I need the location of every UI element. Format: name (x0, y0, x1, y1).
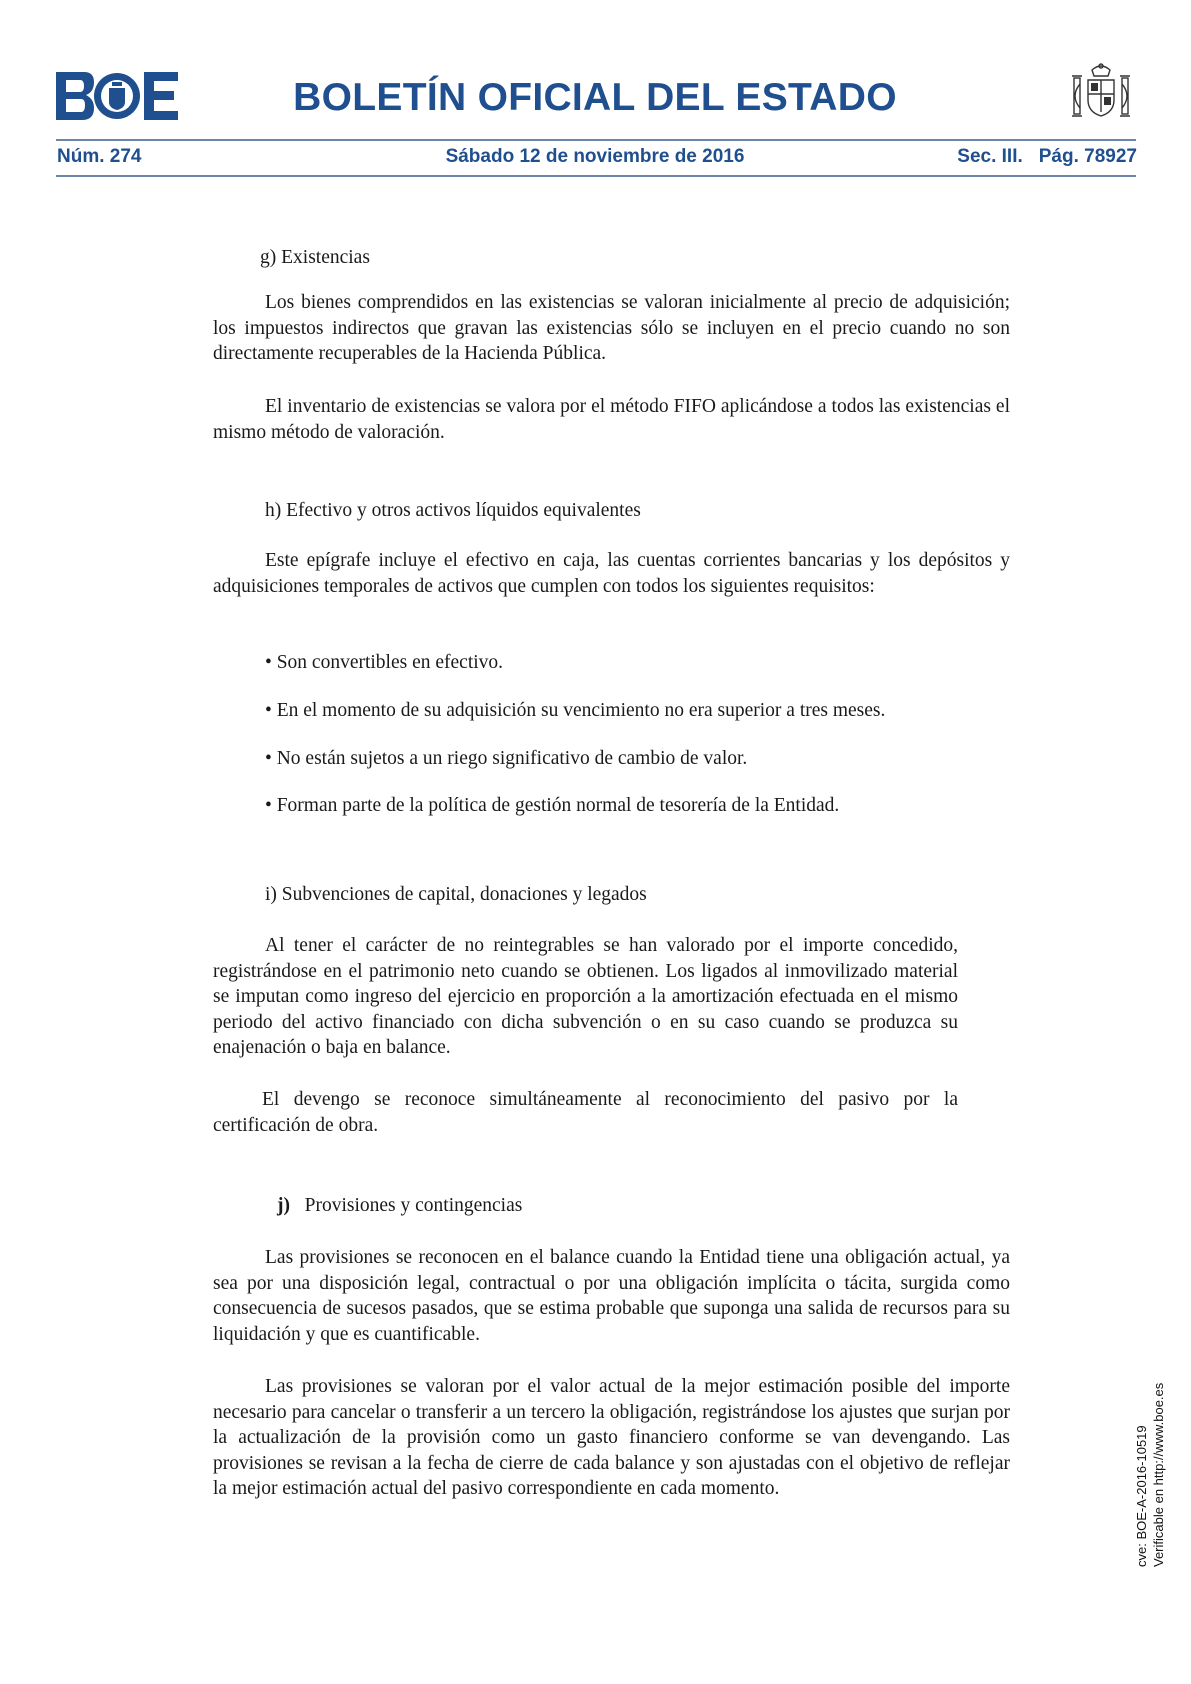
header-rule-top (56, 139, 1136, 141)
paragraph-g2: El inventario de existencias se valora por el método FIFO aplicándose a todos las existencias el mismo método de valoración. (213, 396, 1010, 443)
paragraph-j1: Las provisiones se reconocen en el balance cuando la Entidad tiene una obligación actual, ya sea por una disposición legal, contractual o por una obligación implícita o tácita, surgida como consecuencia de sucesos pasados, que se estima probable que suponga una salida de recursos para su liquidación y que es cuantificable. (213, 1247, 1010, 1345)
bulletin-title: BOLETÍN OFICIAL DEL ESTADO (293, 76, 897, 119)
section-label: Sec. III. (957, 146, 1023, 167)
heading-j-label: j) (277, 1195, 290, 1216)
paragraph-g1: Los bienes comprendidos en las existencias se valoran inicialmente al precio de adquisición; los impuestos indirectos que gravan las existencias sólo se incluyen en el precio cuando no son directamente recuperables de la Hacienda Pública. (213, 292, 1010, 364)
issue-date: Sábado 12 de noviembre de 2016 (445, 146, 745, 167)
issue-number: Núm. 274 (57, 146, 142, 167)
list-item: • Son convertibles en efectivo. (265, 652, 504, 673)
cve-code: cve: BOE-A-2016-10519 (1134, 1425, 1149, 1567)
verification-url[interactable]: Verificable en http://www.boe.es (1151, 1382, 1166, 1567)
section-page (957, 146, 1137, 168)
heading-i: i) Subvenciones de capital, donaciones y legados (265, 884, 647, 905)
list-item: • No están sujetos a un riego significativo de cambio de valor. (265, 748, 748, 769)
paragraph-h1: Este epígrafe incluye el efectivo en caja, las cuentas corrientes bancarias y los depósitos y adquisiciones temporales de activos que cumplen con todos los siguientes requisitos: (213, 550, 1010, 597)
list-item: • En el momento de su adquisición su vencimiento no era superior a tres meses. (265, 700, 886, 721)
paragraph-i1: Al tener el carácter de no reintegrables se han valorado por el importe concedido, registrándose en el patrimonio neto cuando se obtienen. Los ligados al inmovilizado material se imputan como ingreso del ejercicio en proporción a la amortización efectuada en el mismo periodo del activo financiado con dicha subvención o en su caso cuando se produzca su enajenación o baja en balance. (213, 935, 958, 1058)
coat-of-arms-icon (1068, 60, 1134, 126)
heading-g: g) Existencias (260, 247, 370, 268)
heading-j (277, 1193, 1074, 1219)
heading-j-title: Provisiones y contingencias (304, 1195, 523, 1216)
heading-h: h) Efectivo y otros activos líquidos equivalentes (265, 500, 641, 521)
boe-logo (56, 72, 178, 120)
page-number: Pág. 78927 (1038, 146, 1137, 167)
paragraph-i2: El devengo se reconoce simultáneamente al reconocimiento del pasivo por la certificación de obra. (213, 1089, 958, 1136)
header-rule-bottom (56, 175, 1136, 177)
paragraph-j2: Las provisiones se valoran por el valor actual de la mejor estimación posible del importe necesario para cancelar o transferir a un tercero la obligación, registrándose los ajustes que surjan por la actualización de la provisión como un gasto financiero conforme se van devengando. Las provisiones se revisan a la fecha de cierre de cada balance y son ajustadas con el objetivo de reflejar la mejor estimación actual del pasivo correspondiente en cada momento. (213, 1376, 1010, 1499)
list-item: • Forman parte de la política de gestión normal de tesorería de la Entidad. (265, 795, 840, 816)
